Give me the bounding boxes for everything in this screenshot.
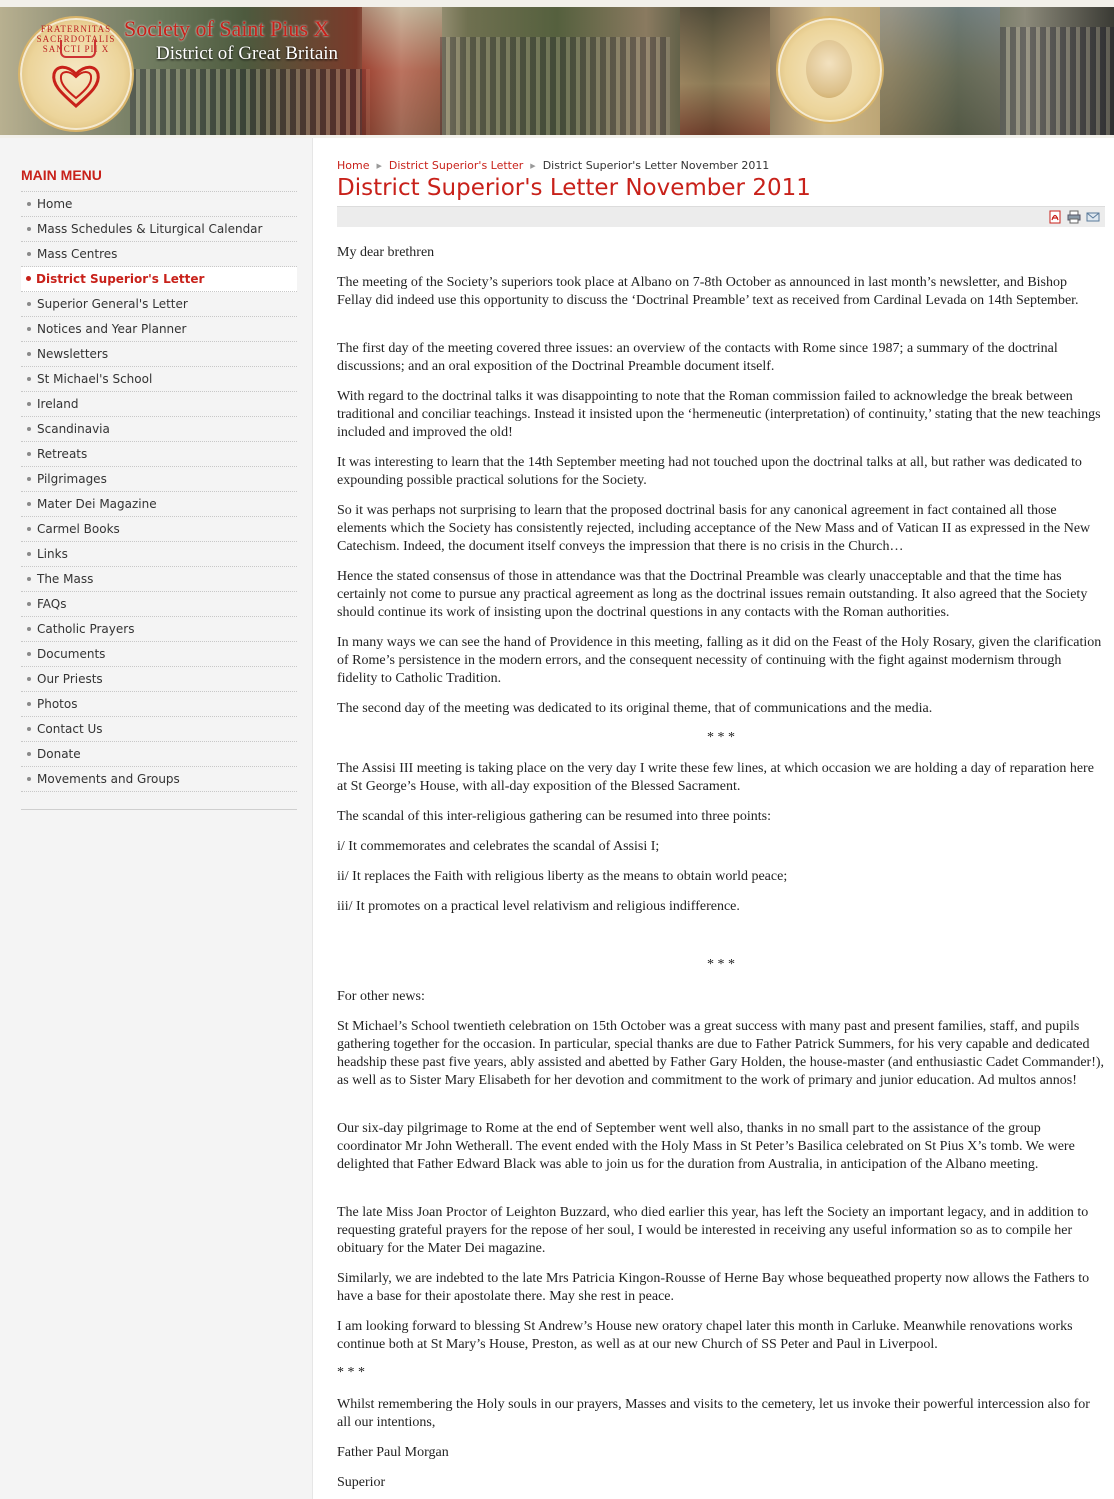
main-menu-title: MAIN MENU: [21, 167, 102, 183]
section-separator: * * *: [337, 1365, 365, 1380]
pdf-icon[interactable]: [1048, 210, 1062, 224]
paragraph: Hence the stated consensus of those in attendance was that the Doctrinal Preamble was clearly unacceptable and that the time has certainly not come to pursue any practical agreement as long as the doctrinal issues remain outstanding. It also agreed that the Society should continue its work of insisting upon the doctrinal questions in any contacts with the Roman authorities.: [337, 569, 1088, 620]
bishop-photo: [362, 7, 442, 135]
main-menu: [21, 191, 297, 792]
list-item: ii/ It replaces the Faith with religious liberty as the means to obtain world peace;: [337, 869, 788, 884]
menu-item-label: Our Priests: [37, 672, 103, 686]
menu-item-the-mass[interactable]: [21, 567, 297, 592]
paragraph: With regard to the doctrinal talks it was disappointing to note that the Roman commission failed to acknowledge the break between traditional and conciliar teachings. Instead it insisted upon the ‘hermeneutic (interpretation) of continuity,’ stating that the new teachings included and improved the old!: [337, 389, 1101, 440]
list-item: i/ It commemorates and celebrates the scandal of Assisi I;: [337, 839, 660, 854]
menu-item-label: Movements and Groups: [37, 772, 180, 786]
bullet-icon: [27, 652, 31, 656]
menu-item-mass-schedules[interactable]: [21, 217, 297, 242]
menu-item-label: Carmel Books: [37, 522, 120, 536]
paragraph: So it was perhaps not surprising to learn that the proposed doctrinal basis for any canonical agreement in fact contained all those elements which the Society has consistently rejected, including acceptance of the New Mass and of Vatican II as expressed in the New Catechism. Indeed, the document itself conveys the impression that there is no crisis in the Church…: [337, 503, 1091, 554]
menu-item-ireland[interactable]: [21, 392, 297, 417]
menu-item-st-michaels-school[interactable]: [21, 367, 297, 392]
menu-item-district-superiors-letter[interactable]: [21, 267, 297, 292]
paragraph: The second day of the meeting was dedicated to its original theme, that of communications and the media.: [337, 701, 933, 716]
arrow-right-icon: ▶: [530, 162, 536, 170]
signature-title: Superior: [337, 1475, 386, 1490]
paragraph: Similarly, we are indebted to the late Mrs Patricia Kingon-Rousse of Herne Bay whose bequeathed property now allows the Fathers to have a base for their apostolate there. May she rest in peace.: [337, 1271, 1090, 1304]
site-subtitle: District of Great Britain: [156, 43, 339, 64]
menu-item-label: St Michael's School: [37, 372, 153, 386]
menu-item-label: The Mass: [37, 572, 94, 586]
menu-item-scandinavia[interactable]: [21, 417, 297, 442]
bullet-icon: [27, 527, 31, 531]
bullet-icon: [27, 352, 31, 356]
menu-item-retreats[interactable]: [21, 442, 297, 467]
paragraph: The meeting of the Society’s superiors took place at Albano on 7-8th October as announced in last month’s newsletter, and Bishop Fellay did indeed use this opportunity to discuss the ‘Doctrinal Preamble’ text as received from Cardinal Levada on 14th September.: [337, 275, 1079, 308]
section-separator: * * *: [707, 730, 735, 745]
menu-divider: [21, 809, 297, 810]
menu-item-label: Donate: [37, 747, 81, 761]
menu-item-superior-generals-letter[interactable]: [21, 292, 297, 317]
menu-item-mass-centres[interactable]: [21, 242, 297, 267]
bullet-icon: [26, 276, 31, 281]
section-separator: * * *: [707, 957, 735, 972]
menu-item-label: Home: [37, 197, 73, 211]
menu-item-label: Retreats: [37, 447, 88, 461]
menu-item-catholic-prayers[interactable]: [21, 617, 297, 642]
bullet-icon: [27, 327, 31, 331]
paragraph: My dear brethren: [337, 245, 435, 260]
paragraph: The first day of the meeting covered three issues: an overview of the contacts with Rome since 1987; a summary of the doctrinal discussions; and an oral exposition of the Doctrinal Preamble document itself.: [337, 341, 1058, 374]
menu-item-home[interactable]: [21, 192, 297, 217]
menu-item-label: FAQs: [37, 597, 67, 611]
paragraph: Whilst remembering the Holy souls in our prayers, Masses and visits to the cemetery, let us invoke their powerful intercession also for all our intentions,: [337, 1397, 1090, 1430]
bullet-icon: [27, 702, 31, 706]
bullet-icon: [27, 577, 31, 581]
breadcrumb-current: District Superior's Letter November 2011: [542, 159, 770, 172]
menu-item-mater-dei-magazine[interactable]: [21, 492, 297, 517]
church-photo: [880, 7, 1000, 135]
arrow-right-icon: ▶: [376, 162, 382, 170]
bullet-icon: [27, 602, 31, 606]
menu-item-label: Documents: [37, 647, 106, 661]
bullet-icon: [27, 502, 31, 506]
page-title: District Superior's Letter November 2011: [337, 175, 811, 201]
menu-item-label: District Superior's Letter: [36, 272, 205, 286]
menu-item-label: Photos: [37, 697, 78, 711]
menu-item-label: Superior General's Letter: [37, 297, 188, 311]
bullet-icon: [27, 777, 31, 781]
menu-item-contact-us[interactable]: [21, 717, 297, 742]
menu-item-label: Links: [37, 547, 68, 561]
menu-item-label: Scandinavia: [37, 422, 110, 436]
menu-item-label: Contact Us: [37, 722, 103, 736]
bullet-icon: [27, 552, 31, 556]
signature-name: Father Paul Morgan: [337, 1445, 449, 1460]
paragraph: Our six-day pilgrimage to Rome at the end of September went well also, thanks in no small part to the assistance of the group coordinator Mr John Wetherall. The event ended with the Holy Mass in St Peter’s Basilica celebrated on St Pius X’s tomb. We were delighted that Father Edward Black was able to join us for the duration from Australia, in anticipation of the Albano meeting.: [337, 1121, 1075, 1172]
bullet-icon: [27, 427, 31, 431]
bullet-icon: [27, 202, 31, 206]
crown-icon: [60, 40, 96, 58]
menu-item-newsletters[interactable]: [21, 342, 297, 367]
menu-item-label: Notices and Year Planner: [37, 322, 187, 336]
bullet-icon: [27, 727, 31, 731]
menu-item-carmel-books[interactable]: [21, 517, 297, 542]
hearts-icon: [50, 60, 102, 110]
paragraph: The late Miss Joan Proctor of Leighton Buzzard, who died earlier this year, has left the Society an important legacy, and in addition to requesting grateful prayers for the repose of her soul, I would be interested in receiving any useful information so as to compile her obituary for the Mater Dei magazine.: [337, 1205, 1089, 1256]
breadcrumb-home-link[interactable]: Home: [337, 159, 370, 172]
menu-item-photos[interactable]: [21, 692, 297, 717]
paragraph: It was interesting to learn that the 14th September meeting had not touched upon the doctrinal talks at all, but rather was dedicated to expounding possible practical solutions for the Society.: [337, 455, 1082, 488]
paragraph: The scandal of this inter-religious gathering can be resumed into three points:: [337, 809, 771, 824]
paragraph: The Assisi III meeting is taking place on the very day I write these few lines, at which occasion we are holding a day of reparation here at St George’s House, with all-day exposition of the Blessed Sacrament.: [337, 761, 1094, 794]
bullet-icon: [27, 677, 31, 681]
site-banner: [0, 0, 1114, 138]
society-seal-logo: [18, 16, 134, 132]
congregation-photo: [1000, 27, 1114, 135]
menu-item-notices[interactable]: [21, 317, 297, 342]
email-icon[interactable]: [1086, 210, 1100, 224]
bullet-icon: [27, 627, 31, 631]
pius-x-medallion: [776, 16, 884, 124]
paragraph: In many ways we can see the hand of Providence in this meeting, falling as it did on the Feast of the Holy Rosary, given the clarification of Rome’s persistence in the modern errors, and the consequent necessity of continuing with the fight against modernism through fidelity to Catholic Tradition.: [337, 635, 1102, 686]
bullet-icon: [27, 377, 31, 381]
menu-item-donate[interactable]: [21, 742, 297, 767]
menu-item-label: Newsletters: [37, 347, 109, 361]
bullet-icon: [27, 302, 31, 306]
menu-item-documents[interactable]: [21, 642, 297, 667]
paragraph: For other news:: [337, 989, 425, 1004]
banner-photo-collage[interactable]: [0, 7, 1114, 135]
bullet-icon: [27, 402, 31, 406]
altar-photo: [680, 7, 770, 135]
menu-item-label: Mass Schedules & Liturgical Calendar: [37, 222, 263, 236]
print-icon[interactable]: [1067, 210, 1081, 224]
menu-item-label: Mass Centres: [37, 247, 118, 261]
procession-photo: [440, 37, 670, 135]
menu-item-links[interactable]: [21, 542, 297, 567]
menu-item-label: Ireland: [37, 397, 79, 411]
bullet-icon: [27, 252, 31, 256]
breadcrumb: [337, 159, 769, 172]
menu-item-faqs[interactable]: [21, 592, 297, 617]
seal-left-text: FRATERNITAS SACERDOTALIS SANCTI PII X: [36, 24, 116, 54]
menu-item-label: Pilgrimages: [37, 472, 107, 486]
menu-item-our-priests[interactable]: [21, 667, 297, 692]
menu-item-label: Mater Dei Magazine: [37, 497, 157, 511]
bullet-icon: [27, 752, 31, 756]
menu-item-label: Catholic Prayers: [37, 622, 135, 636]
portrait-icon: [806, 40, 852, 98]
group-photo: [130, 69, 370, 135]
site-title: Society of Saint Pius X: [124, 16, 330, 41]
breadcrumb-section-link[interactable]: District Superior's Letter: [388, 159, 524, 172]
bullet-icon: [27, 452, 31, 456]
menu-item-pilgrimages[interactable]: [21, 467, 297, 492]
bullet-icon: [27, 227, 31, 231]
list-item: iii/ It promotes on a practical level relativism and religious indifference.: [337, 899, 740, 914]
paragraph: I am looking forward to blessing St Andrew’s House new oratory chapel later this month in Carluke. Meanwhile renovations works continue both at St Mary’s House, Preston, as well as at our new Church of SS Peter and Paul in Liverpool.: [337, 1319, 1073, 1352]
bullet-icon: [27, 477, 31, 481]
paragraph: St Michael’s School twentieth celebration on 15th October was a great success with many past and present families, staff, and pupils gathering together for the occasion. In particular, special thanks are due to Father Patrick Summers, for his very capable and dedicated headship these past five years, ably assisted and abetted by Father Gary Holden, the house-master (and enthusiastic Cadet Commander!), as well as to Sister Mary Elisabeth for her devotion and commitment to the work of primary and junior education. Ad multos annos!: [337, 1019, 1105, 1088]
article-toolbar: [337, 206, 1105, 227]
menu-item-movements-and-groups[interactable]: [21, 767, 297, 792]
